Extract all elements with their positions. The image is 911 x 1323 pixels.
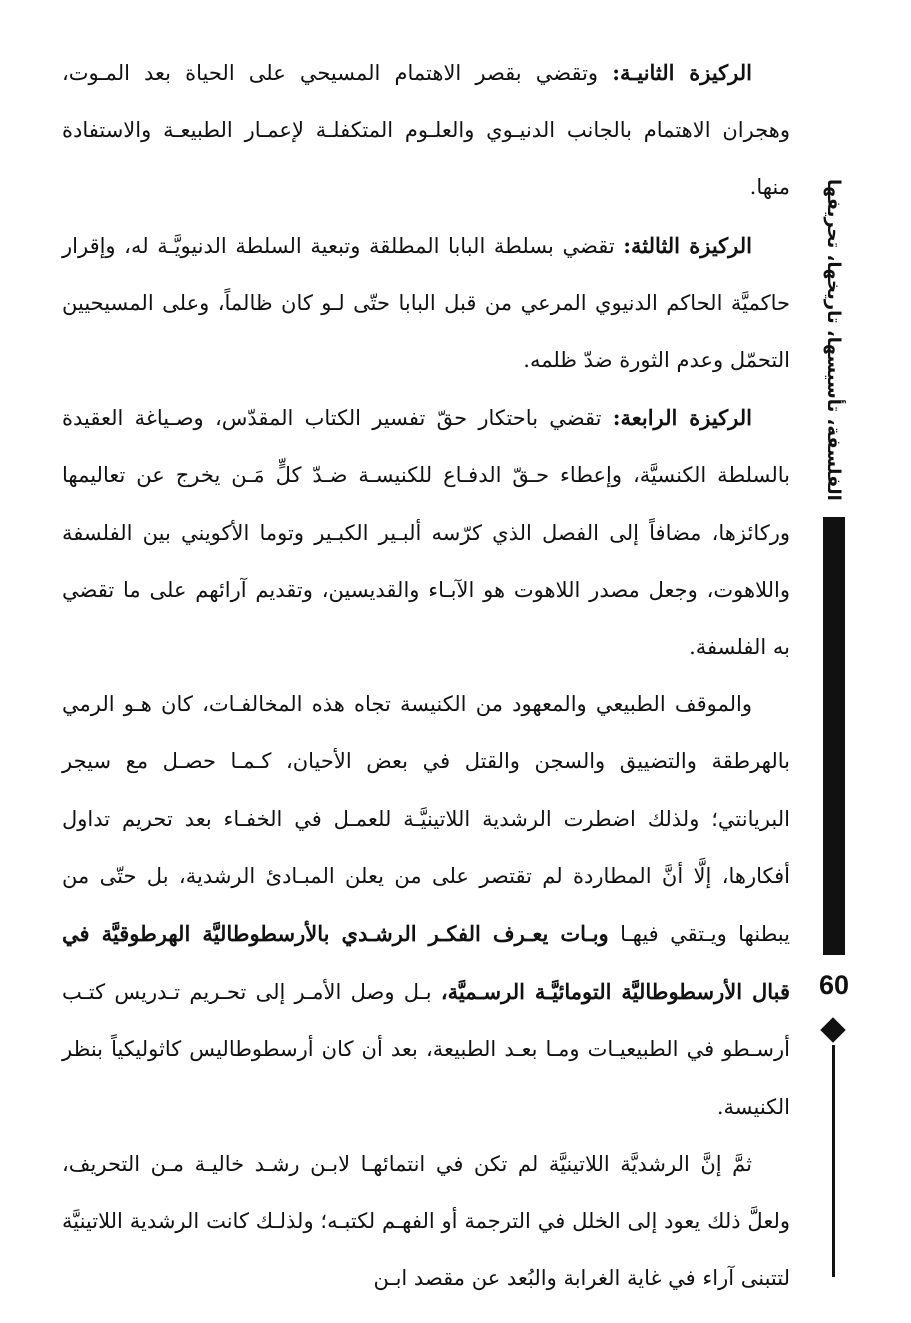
paragraph-church-stance [62, 676, 790, 1136]
fourth-pillar-text: تقضي باحتكار حقّ تفسير الكتاب المقدّس، وصـياغة العقيدة بالسلطة الكنسيَّة، وإعطاء حـقّ الدفـاع للكنيسـة ضـدّ كلٍّ مَـن يخرج عن تعاليمها وركائزها، مضافاً إلى الفصل الذي كرّسه ألبـير الكبـير وتوما الأكويني بين الفلسفة واللاهوت، وجعل مصدر اللاهوت هو الآبـاء والقديسين، وتقديم آرائهم على ما تقضي به الفلسفة. [62, 406, 790, 660]
paragraph-second-pillar [62, 44, 790, 217]
paragraph-third-pillar [62, 217, 790, 390]
page-number: 60 [818, 970, 850, 1000]
paragraph-latin-averroism [62, 1136, 790, 1308]
church-stance-text-before: والموقف الطبيعي والمعهود من الكنيسة تجاه هذه المخالفـات، كان هـو الرمي بالهرطقة والتضييق والسجن والقتل في بعض الأحيان، كـمـا حصـل مع سيجر البريانتي؛ ولذلك اضطرت الرشدية اللاتينيَّـة للعمـل في الخفـاء بعد تحريم تداول أفكارها، إلَّا أنَّ المطاردة لم تقتصر على من يعلن المبـادئ الرشدية، بل حتّى من يبطنها ويـتقي فيهـا [62, 692, 790, 947]
page-body-text [62, 44, 790, 1307]
second-pillar-text: وتقضي بقصر الاهتمام المسيحي على الحياة بعد المـوت، وهجران الاهتمام بالجانب الدنيـوي والعلـوم المتكفلـة لإعمـار الطبيعـة والاستفادة منها. [62, 61, 790, 200]
latin-averroism-text: ثمَّ إنَّ الرشديَّة اللاتينيَّة لم تكن في انتمائهـا لابـن رشـد خاليـة مـن التحريف، ولعلَّ ذلك يعود إلى الخلل في الترجمة أو الفهـم لكتبـه؛ ولذلـك كانت الرشدية اللاتينيَّة لتتبنى آراء في غاية الغرابة والبُعد عن مقصد ابـن [62, 1151, 790, 1291]
running-head [807, 170, 859, 510]
second-pillar-label: الركيزة الثانيـة: [612, 60, 752, 85]
diamond-ornament-icon [820, 1017, 845, 1042]
church-stance-bold-text: وبـات يعـرف الفكـر الرشـدي بالأرسطوطاليَّة الهرطوقيَّة في قبال الأرسطوطاليَّة التومائيَّـة الرسـميَّة، [62, 921, 790, 1005]
third-pillar-label: الركيزة الثالثة: [623, 232, 752, 258]
third-pillar-text: تقضي بسلطة البابا المطلقة وتبعية السلطة الدنيويَّـة له، وإقرار حاكميَّة الحاكم الدنيوي المرعي من قبل البابا حتّى لـو كان ظالماً، وعلى المسيحيين التحمّل وعدم الثورة ضدّ ظلمه. [62, 233, 790, 373]
side-marker-bar [823, 517, 845, 955]
side-rule-line [832, 1045, 835, 1277]
paragraph-fourth-pillar [62, 389, 790, 676]
church-stance-text-after: بـل وصل الأمـر إلى تحـريم تـدريس كتـب أرسـطو في الطبيعيـات ومـا بعـد الطبيعة، بعد أن كان أرسطوطاليس كاثوليكياً بنظر الكنيسة. [62, 980, 790, 1119]
fourth-pillar-label: الركيزة الرابعة: [612, 405, 752, 431]
running-head-title: الفلسفة، تأسيسها، تاريخها، تحريفها [823, 179, 844, 501]
